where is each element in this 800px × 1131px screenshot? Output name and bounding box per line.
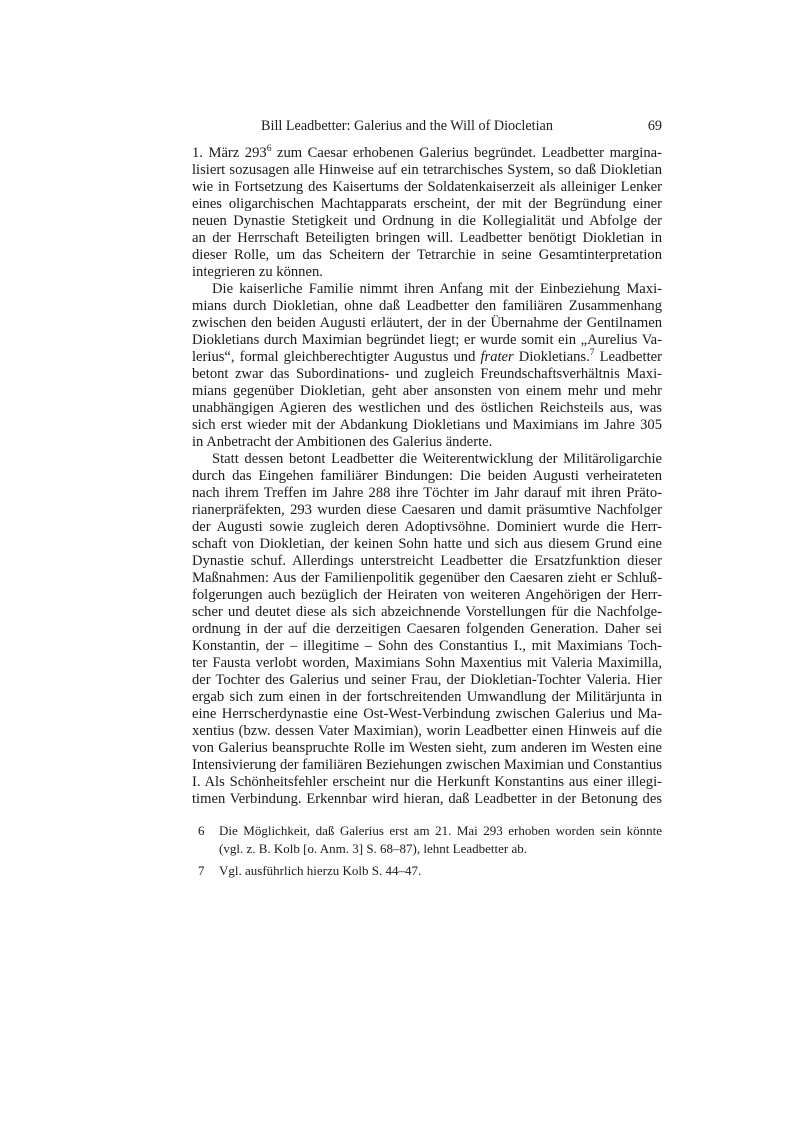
footnote (192, 822, 662, 858)
italic-text: frater (480, 349, 514, 365)
paragraph (192, 451, 662, 808)
text-line: Maßnahmen: Aus der Familienpolitik gegenüber den Caesaren zieht er Schluß- (192, 570, 662, 586)
text-line: eine Herrscherdynastie eine Ost-West-Verbindung zwischen Galerius und Ma- (192, 706, 662, 722)
text-line: Dynastie schuf. Allerdings unterstreicht Leadbetter die Ersatzfunktion dieser (192, 553, 662, 569)
text-line: mians gegenüber Diokletian, geht aber ansonsten von einem mehr und mehr (192, 383, 662, 399)
footnote-line: Die Möglichkeit, daß Galerius erst am 21. Mai 293 erhoben worden sein könnte (219, 823, 662, 838)
text-line: ter Fausta verlobt worden, Maximians Sohn Maxentius mit Valeria Maximilla, (192, 655, 662, 671)
page-number: 69 (647, 118, 662, 134)
footnote-number: 7 (198, 863, 205, 878)
text-line: in Anbetracht der Ambitionen des Galerius änderte. (192, 434, 493, 450)
text-line: neuen Dynastie Stetigkeit und Ordnung in die Kollegialität und Abfolge der (192, 213, 662, 229)
footnote-line: (vgl. z. B. Kolb [o. Anm. 3] S. 68–87), lehnt Leadbetter ab. (219, 841, 527, 856)
footnote-line: Vgl. ausführlich hierzu Kolb S. 44–47. (219, 863, 422, 878)
footnote-number: 6 (198, 823, 205, 838)
footnotes (192, 822, 662, 884)
text-line (192, 349, 662, 366)
paragraph (192, 145, 662, 281)
text-segment: Diokletians. (513, 349, 590, 365)
text-line: scher und deutet diese als sich abzeichnende Vorstellungen für die Nachfolge- (192, 604, 662, 620)
text-line: Intensivierung der familiären Beziehungen zwischen Maximian und Constantius (192, 757, 662, 773)
text-line: lisiert sozusagen alle Hinweise auf ein tetrarchisches System, so daß Diokletian (192, 162, 662, 178)
text-line: Diokletians durch Maximian begründet liegt; er wurde somit ein „Aurelius Va- (192, 332, 662, 348)
text-line: integrieren zu können. (192, 264, 323, 280)
text-line: zwischen den beiden Augusti erläutert, der in der Übernahme der Gentilnamen (192, 315, 662, 331)
text-line: sich erst wieder mit der Abdankung Diokletians und Maximians im Jahre 305 (192, 417, 662, 433)
text-line: ordnung in der auf die derzeitigen Caesaren folgenden Generation. Daher sei (192, 621, 662, 637)
text-line: eines oligarchischen Machtapparats erscheint, der mit der Begründung einer (192, 196, 662, 212)
text-line: folgerungen auch bezüglich der Heiraten von weiteren Angehörigen der Herr- (192, 587, 662, 603)
footnote-reference: 7 (589, 348, 595, 358)
text-segment: lerius“, formal gleichberechtigter Augustus und (192, 349, 481, 365)
text-line: ergab sich zum einen in der fortschreitenden Umwandlung der Militärjunta in (192, 689, 662, 705)
text-line (192, 145, 662, 162)
text-line: durch das Eingehen familiärer Bindungen: Die beiden Augusti verheirateten (192, 468, 662, 484)
footnote-reference: 6 (266, 144, 272, 154)
text-line: der Tochter des Galerius und seiner Frau, der Diokletian-Tochter Valeria. Hier (192, 672, 662, 688)
text-line: Konstantin, der – illegitime – Sohn des Constantius I., mit Maximians Toch- (192, 638, 662, 654)
text-line: nach ihrem Treffen im Jahre 288 ihre Töchter im Jahr darauf mit ihren Präto- (192, 485, 662, 501)
text-line: betont zwar das Subordinations- und zugleich Freundschaftsverhältnis Maxi- (192, 366, 662, 382)
text-segment: Leadbetter (594, 349, 662, 365)
text-segment: 1. März 293 (192, 145, 267, 161)
paragraph (192, 281, 662, 451)
main-text (192, 145, 662, 808)
running-header (192, 118, 662, 136)
text-line: unabhängigen Agieren des westlichen und des östlichen Reichsteils aus, was (192, 400, 662, 416)
text-line: rianerpräfekten, 293 wurden diese Caesaren und damit präsumtive Nachfolger (192, 502, 662, 518)
text-line: Statt dessen betont Leadbetter die Weiterentwicklung der Militäroligarchie (212, 451, 662, 467)
text-line: dieser Rolle, um das Scheitern der Tetrarchie in seine Gesamtinterpretation (192, 247, 662, 263)
text-line: an der Herrschaft Beteiligten bringen will. Leadbetter benötigt Diokletian in (192, 230, 662, 246)
text-line: wie in Fortsetzung des Kaisertums der Soldatenkaiserzeit als alleiniger Lenker (192, 179, 662, 195)
text-line: Die kaiserliche Familie nimmt ihren Anfang mit der Einbeziehung Maxi- (212, 281, 662, 297)
running-title: Bill Leadbetter: Galerius and the Will of Diocletian (261, 118, 553, 134)
text-line: xentius (bzw. dessen Vater Maximian), worin Leadbetter einen Hinweis auf die (192, 723, 662, 739)
text-segment: zum Caesar erhobenen Galerius begründet. Leadbetter margina- (271, 145, 662, 161)
text-line: mians durch Diokletian, ohne daß Leadbetter den familiären Zusammenhang (192, 298, 662, 314)
text-line: I. Als Schönheitsfehler erscheint nur die Herkunft Konstantins aus einer illegi- (192, 774, 662, 790)
text-line: timen Verbindung. Erkennbar wird hieran, daß Leadbetter in der Betonung des (192, 791, 662, 807)
text-line: schaft von Diokletian, der keinen Sohn hatte und sich aus diesem Grund eine (192, 536, 662, 552)
text-line: von Galerius beanspruchte Rolle im Westen sieht, zum anderen im Westen eine (192, 740, 662, 756)
text-line: der Augusti sowie zugleich deren Adoptivsöhne. Dominiert wurde die Herr- (192, 519, 662, 535)
footnote (192, 862, 662, 880)
